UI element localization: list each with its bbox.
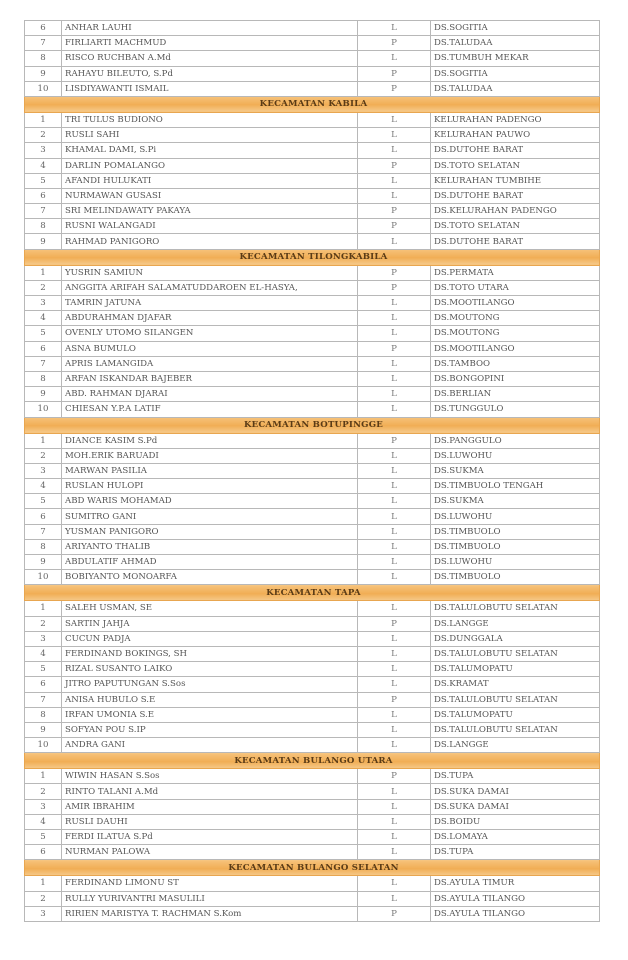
gender: L	[358, 112, 431, 127]
row-number: 9	[25, 555, 62, 570]
table-row	[25, 356, 600, 371]
village: DS.TOTO UTARA	[431, 280, 600, 295]
row-number: 1	[25, 769, 62, 784]
section-title: KECAMATAN BULANGO SELATAN	[25, 860, 600, 876]
row-number: 6	[25, 341, 62, 356]
row-number: 3	[25, 143, 62, 158]
gender: L	[358, 326, 431, 341]
gender: L	[358, 188, 431, 203]
row-number: 5	[25, 662, 62, 677]
row-number: 3	[25, 296, 62, 311]
village: DS.TOTO SELATAN	[431, 219, 600, 234]
table-row	[25, 479, 600, 494]
table-row	[25, 738, 600, 753]
member-name: ABD. RAHMAN DJARAI	[62, 387, 358, 402]
table-row	[25, 402, 600, 417]
village: DS.LUWOHU	[431, 509, 600, 524]
row-number: 1	[25, 112, 62, 127]
village: DS.TALUDAA	[431, 36, 600, 51]
gender: P	[358, 81, 431, 96]
village: DS.LANGGE	[431, 616, 600, 631]
table-row	[25, 341, 600, 356]
section-header	[25, 860, 600, 876]
village: DS.TIMBUOLO	[431, 539, 600, 554]
row-number: 5	[25, 326, 62, 341]
gender: L	[358, 524, 431, 539]
row-number: 3	[25, 463, 62, 478]
section-title: KECAMATAN BOTUPINGGE	[25, 417, 600, 433]
section-title: KECAMATAN TAPA	[25, 585, 600, 601]
table-row	[25, 509, 600, 524]
member-name: RUSLI SAHI	[62, 128, 358, 143]
row-number: 1	[25, 876, 62, 891]
member-name: RISCO RUCHBAN A.Md	[62, 51, 358, 66]
gender: L	[358, 494, 431, 509]
table-row	[25, 326, 600, 341]
gender: L	[358, 570, 431, 585]
table-row	[25, 692, 600, 707]
village: DS.AYULA TIMUR	[431, 876, 600, 891]
table-row	[25, 494, 600, 509]
gender: L	[358, 51, 431, 66]
village: DS.BOIDU	[431, 814, 600, 829]
row-number: 8	[25, 707, 62, 722]
gender: L	[358, 356, 431, 371]
section-header	[25, 417, 600, 433]
row-number: 7	[25, 36, 62, 51]
row-number: 6	[25, 845, 62, 860]
table-row	[25, 845, 600, 860]
table-row	[25, 234, 600, 249]
member-name: ABD WARIS MOHAMAD	[62, 494, 358, 509]
table-row	[25, 799, 600, 814]
row-number: 2	[25, 616, 62, 631]
member-name: RIZAL SUSANTO LAIKO	[62, 662, 358, 677]
table-row	[25, 143, 600, 158]
gender: L	[358, 677, 431, 692]
row-number: 6	[25, 188, 62, 203]
gender: L	[358, 539, 431, 554]
member-name: IRFAN UMONIA S.E	[62, 707, 358, 722]
village: DS.TALULOBUTU SELATAN	[431, 722, 600, 737]
gender: P	[358, 36, 431, 51]
table-row	[25, 448, 600, 463]
gender: L	[358, 722, 431, 737]
gender: P	[358, 158, 431, 173]
gender: P	[358, 906, 431, 921]
member-name: YUSRIN SAMIUN	[62, 265, 358, 280]
gender: L	[358, 662, 431, 677]
gender: L	[358, 143, 431, 158]
table-row	[25, 51, 600, 66]
table-row	[25, 906, 600, 921]
member-name: ANHAR LAUHI	[62, 21, 358, 36]
village: DS.TALULOBUTU SELATAN	[431, 601, 600, 616]
village: DS.TALULOBUTU SELATAN	[431, 646, 600, 661]
gender: L	[358, 845, 431, 860]
member-name: RIRIEN MARISTYA T. RACHMAN S.Kom	[62, 906, 358, 921]
gender: L	[358, 311, 431, 326]
village: DS.SUKA DAMAI	[431, 799, 600, 814]
member-name: CHIESAN Y.P.A LATIF	[62, 402, 358, 417]
member-table	[24, 20, 600, 922]
gender: L	[358, 891, 431, 906]
member-name: ABDULATIF AHMAD	[62, 555, 358, 570]
row-number: 4	[25, 311, 62, 326]
member-name: ABDURAHMAN DJAFAR	[62, 311, 358, 326]
village: DS.BERLIAN	[431, 387, 600, 402]
table-row	[25, 36, 600, 51]
village: DS.DUNGGALA	[431, 631, 600, 646]
member-table-body	[25, 21, 600, 922]
table-row	[25, 219, 600, 234]
village: DS.TALULOBUTU SELATAN	[431, 692, 600, 707]
gender: L	[358, 707, 431, 722]
row-number: 4	[25, 479, 62, 494]
table-row	[25, 814, 600, 829]
gender: L	[358, 479, 431, 494]
village: DS.TALUMOPATU	[431, 707, 600, 722]
gender: L	[358, 448, 431, 463]
member-name: NURMAWAN GUSASI	[62, 188, 358, 203]
gender: L	[358, 738, 431, 753]
row-number: 9	[25, 66, 62, 81]
member-name: TAMRIN JATUNA	[62, 296, 358, 311]
section-header	[25, 585, 600, 601]
table-row	[25, 158, 600, 173]
table-row	[25, 830, 600, 845]
member-name: NURMAN PALOWA	[62, 845, 358, 860]
member-name: TRI TULUS BUDIONO	[62, 112, 358, 127]
member-name: LISDIYAWANTI ISMAIL	[62, 81, 358, 96]
member-name: RAHAYU BILEUTO, S.Pd	[62, 66, 358, 81]
village: DS.TALUMOPATU	[431, 662, 600, 677]
table-row	[25, 601, 600, 616]
gender: P	[358, 280, 431, 295]
member-name: RUSLAN HULOPI	[62, 479, 358, 494]
village: DS.DUTOHE BARAT	[431, 143, 600, 158]
member-name: AMIR IBRAHIM	[62, 799, 358, 814]
gender: L	[358, 646, 431, 661]
gender: L	[358, 387, 431, 402]
member-name: ASNA BUMULO	[62, 341, 358, 356]
gender: P	[358, 433, 431, 448]
member-name: ANDRA GANI	[62, 738, 358, 753]
row-number: 6	[25, 677, 62, 692]
village: KELURAHAN TUMBIHE	[431, 173, 600, 188]
village: DS.MOOTILANGO	[431, 296, 600, 311]
village: DS.AYULA TILANGO	[431, 891, 600, 906]
village: DS.TUPA	[431, 769, 600, 784]
table-row	[25, 646, 600, 661]
row-number: 8	[25, 51, 62, 66]
gender: P	[358, 616, 431, 631]
row-number: 1	[25, 601, 62, 616]
row-number: 2	[25, 448, 62, 463]
member-name: ARIYANTO THALIB	[62, 539, 358, 554]
gender: L	[358, 234, 431, 249]
gender: P	[358, 692, 431, 707]
member-name: WIWIN HASAN S.Sos	[62, 769, 358, 784]
village: DS.DUTOHE BARAT	[431, 188, 600, 203]
member-name: KHAMAL DAMI, S.Pi	[62, 143, 358, 158]
row-number: 6	[25, 21, 62, 36]
table-row	[25, 677, 600, 692]
table-row	[25, 616, 600, 631]
village: KELURAHAN PADENGO	[431, 112, 600, 127]
member-name: OVENLY UTOMO SILANGEN	[62, 326, 358, 341]
village: DS.TIMBUOLO	[431, 570, 600, 585]
member-name: SRI MELINDAWATY PAKAYA	[62, 204, 358, 219]
gender: L	[358, 876, 431, 891]
table-row	[25, 371, 600, 386]
village: DS.DUTOHE BARAT	[431, 234, 600, 249]
village: DS.BONGOPINI	[431, 371, 600, 386]
gender: L	[358, 371, 431, 386]
gender: L	[358, 555, 431, 570]
village: DS.TALUDAA	[431, 81, 600, 96]
village: DS.LOMAYA	[431, 830, 600, 845]
table-row	[25, 112, 600, 127]
member-name: SARTIN JAHJA	[62, 616, 358, 631]
village: DS.SUKMA	[431, 463, 600, 478]
section-header	[25, 249, 600, 265]
section-title: KECAMATAN KABILA	[25, 96, 600, 112]
member-name: FIRLIARTI MACHMUD	[62, 36, 358, 51]
table-row	[25, 21, 600, 36]
gender: L	[358, 784, 431, 799]
table-row	[25, 188, 600, 203]
village: DS.TIMBUOLO TENGAH	[431, 479, 600, 494]
row-number: 7	[25, 524, 62, 539]
table-row	[25, 463, 600, 478]
row-number: 5	[25, 173, 62, 188]
member-name: FERDI ILATUA S.Pd	[62, 830, 358, 845]
table-row	[25, 265, 600, 280]
village: DS.TUNGGULO	[431, 402, 600, 417]
row-number: 8	[25, 219, 62, 234]
member-name: DIANCE KASIM S.Pd	[62, 433, 358, 448]
member-name: RULLY YURIVANTRI MASULILI	[62, 891, 358, 906]
section-header	[25, 753, 600, 769]
gender: L	[358, 601, 431, 616]
table-row	[25, 539, 600, 554]
row-number: 2	[25, 280, 62, 295]
village: DS.MOOTILANGO	[431, 341, 600, 356]
gender: L	[358, 509, 431, 524]
village: DS.TOTO SELATAN	[431, 158, 600, 173]
row-number: 9	[25, 722, 62, 737]
village: DS.SUKA DAMAI	[431, 784, 600, 799]
table-row	[25, 66, 600, 81]
gender: L	[358, 128, 431, 143]
row-number: 5	[25, 830, 62, 845]
village: DS.SUKMA	[431, 494, 600, 509]
row-number: 7	[25, 356, 62, 371]
member-name: APRIS LAMANGIDA	[62, 356, 358, 371]
table-row	[25, 311, 600, 326]
gender: P	[358, 769, 431, 784]
row-number: 8	[25, 539, 62, 554]
row-number: 5	[25, 494, 62, 509]
member-name: DARLIN POMALANGO	[62, 158, 358, 173]
row-number: 10	[25, 402, 62, 417]
village: DS.LUWOHU	[431, 448, 600, 463]
table-row	[25, 769, 600, 784]
village: DS.LANGGE	[431, 738, 600, 753]
gender: L	[358, 463, 431, 478]
row-number: 1	[25, 433, 62, 448]
gender: L	[358, 21, 431, 36]
row-number: 10	[25, 738, 62, 753]
table-row	[25, 722, 600, 737]
village: DS.MOUTONG	[431, 326, 600, 341]
member-name: ANGGITA ARIFAH SALAMATUDDAROEN EL-HASYA,	[62, 280, 358, 295]
row-number: 1	[25, 265, 62, 280]
village: DS.PANGGULO	[431, 433, 600, 448]
row-number: 6	[25, 509, 62, 524]
table-row	[25, 524, 600, 539]
gender: L	[358, 631, 431, 646]
village: DS.TIMBUOLO	[431, 524, 600, 539]
village: DS.AYULA TILANGO	[431, 906, 600, 921]
member-name: JITRO PAPUTUNGAN S.Sos	[62, 677, 358, 692]
member-name: SUMITRO GANI	[62, 509, 358, 524]
row-number: 3	[25, 799, 62, 814]
village: DS.SOGITIA	[431, 66, 600, 81]
member-name: RUSNI WALANGADI	[62, 219, 358, 234]
village: DS.KELURAHAN PADENGO	[431, 204, 600, 219]
row-number: 3	[25, 906, 62, 921]
row-number: 4	[25, 646, 62, 661]
row-number: 4	[25, 158, 62, 173]
member-name: AFANDI HULUKATI	[62, 173, 358, 188]
gender: L	[358, 830, 431, 845]
village: DS.SOGITIA	[431, 21, 600, 36]
member-name: BOBIYANTO MONOARFA	[62, 570, 358, 585]
row-number: 7	[25, 204, 62, 219]
member-name: SALEH USMAN, SE	[62, 601, 358, 616]
gender: L	[358, 814, 431, 829]
table-row	[25, 204, 600, 219]
village: DS.TUMBUH MEKAR	[431, 51, 600, 66]
table-row	[25, 296, 600, 311]
table-row	[25, 555, 600, 570]
village: DS.LUWOHU	[431, 555, 600, 570]
member-name: SOFYAN POU S.IP	[62, 722, 358, 737]
row-number: 7	[25, 692, 62, 707]
table-row	[25, 631, 600, 646]
row-number: 4	[25, 814, 62, 829]
gender: P	[358, 341, 431, 356]
village: DS.PERMATA	[431, 265, 600, 280]
document-page	[24, 20, 599, 922]
member-name: YUSMAN PANIGORO	[62, 524, 358, 539]
section-header	[25, 96, 600, 112]
row-number: 9	[25, 387, 62, 402]
table-row	[25, 387, 600, 402]
gender: P	[358, 219, 431, 234]
row-number: 8	[25, 371, 62, 386]
member-name: RAHMAD PANIGORO	[62, 234, 358, 249]
gender: L	[358, 173, 431, 188]
village: DS.MOUTONG	[431, 311, 600, 326]
row-number: 9	[25, 234, 62, 249]
row-number: 3	[25, 631, 62, 646]
member-name: RINTO TALANI A.Md	[62, 784, 358, 799]
section-title: KECAMATAN BULANGO UTARA	[25, 753, 600, 769]
member-name: ANISA HUBULO S.E	[62, 692, 358, 707]
gender: P	[358, 265, 431, 280]
member-name: ARFAN ISKANDAR BAJEBER	[62, 371, 358, 386]
village: DS.KRAMAT	[431, 677, 600, 692]
gender: P	[358, 66, 431, 81]
village: DS.TUPA	[431, 845, 600, 860]
gender: L	[358, 402, 431, 417]
row-number: 2	[25, 784, 62, 799]
table-row	[25, 128, 600, 143]
table-row	[25, 280, 600, 295]
table-row	[25, 891, 600, 906]
table-row	[25, 707, 600, 722]
table-row	[25, 570, 600, 585]
row-number: 10	[25, 81, 62, 96]
table-row	[25, 81, 600, 96]
gender: L	[358, 799, 431, 814]
table-row	[25, 433, 600, 448]
member-name: RUSLI DAUHI	[62, 814, 358, 829]
section-title: KECAMATAN TILONGKABILA	[25, 249, 600, 265]
member-name: FERDINAND LIMONU ST	[62, 876, 358, 891]
table-row	[25, 662, 600, 677]
village: KELURAHAN PAUWO	[431, 128, 600, 143]
row-number: 10	[25, 570, 62, 585]
table-row	[25, 173, 600, 188]
table-row	[25, 784, 600, 799]
member-name: MARWAN PASILIA	[62, 463, 358, 478]
gender: P	[358, 204, 431, 219]
row-number: 2	[25, 891, 62, 906]
member-name: CUCUN PADJA	[62, 631, 358, 646]
village: DS.TAMBOO	[431, 356, 600, 371]
member-name: MOH.ERIK BARUADI	[62, 448, 358, 463]
gender: L	[358, 296, 431, 311]
member-name: FERDINAND BOKINGS, SH	[62, 646, 358, 661]
table-row	[25, 876, 600, 891]
row-number: 2	[25, 128, 62, 143]
